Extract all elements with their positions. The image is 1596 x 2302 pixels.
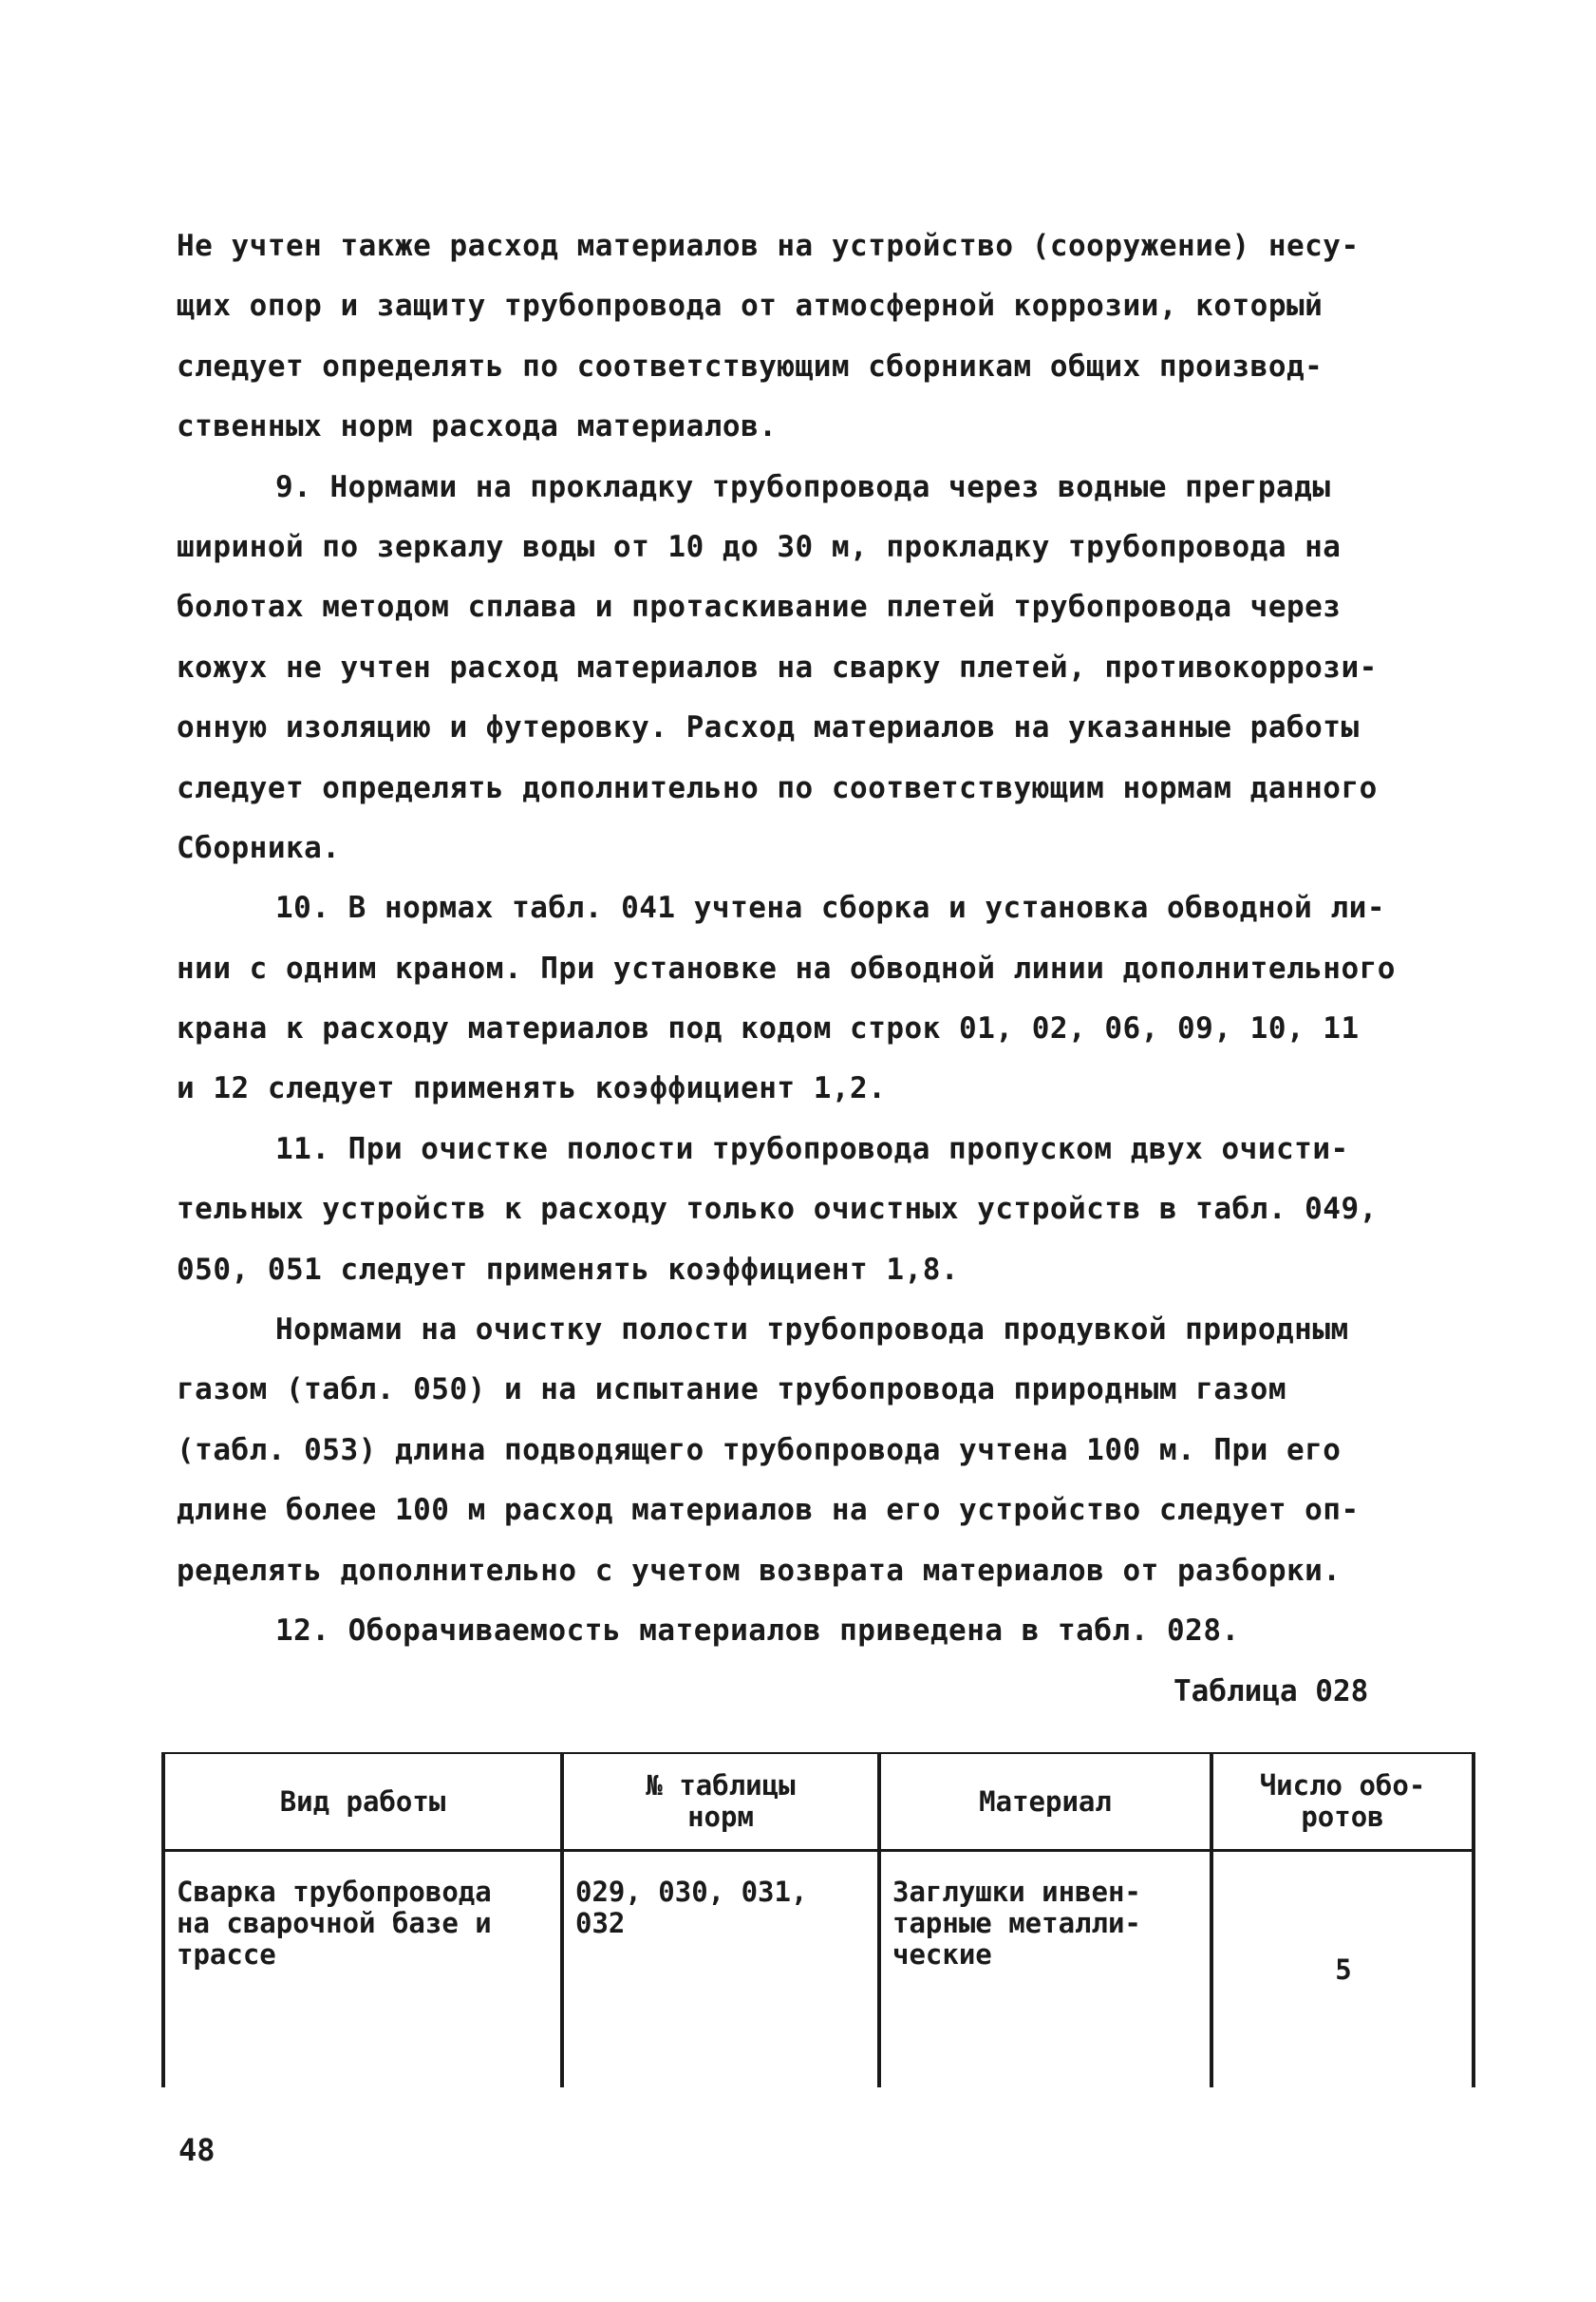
- paragraph-line: ределять дополнительно с учетом возврата материалов от разборки.: [177, 1553, 1342, 1588]
- cell-norm-tables: [562, 1851, 879, 2088]
- paragraph-line: длине более 100 м расход материалов на его устройство следует оп-: [177, 1493, 1360, 1528]
- header-work-type: [163, 1753, 562, 1851]
- cell-material: [879, 1851, 1211, 2088]
- paragraph-line: (табл. 053) длина подводящего трубопровода учтена 100 м. При его: [177, 1432, 1342, 1467]
- paragraph-line: онную изоляцию и футеровку. Расход материалов на указанные работы: [177, 710, 1360, 745]
- paragraph-line: нии с одним краном. При установке на обводной линии дополнительного: [177, 951, 1396, 986]
- paragraph-line: 050, 051 следует применять коэффициент 1,8.: [177, 1252, 960, 1287]
- paragraph-line: Не учтен также расход материалов на устройство (сооружение) несу-: [177, 229, 1360, 263]
- cell-line: тарные металли-: [892, 1907, 1141, 1939]
- paragraph-line: 10. В нормах табл. 041 учтена сборка и установка обводной ли-: [275, 891, 1385, 926]
- header-material: [879, 1753, 1211, 1851]
- paragraph-line: Сборника.: [177, 830, 341, 865]
- paragraph-line: 9. Нормами на прокладку трубопровода через водные преграды: [275, 469, 1331, 504]
- header-turnover-count-line: Число обо-: [1259, 1769, 1426, 1802]
- cell-line: 032: [575, 1907, 626, 1939]
- paragraph-line: следует определять дополнительно по соответствующим нормам данного: [177, 770, 1378, 805]
- table-caption: Таблица 028: [1174, 1674, 1369, 1708]
- paragraph-line: и 12 следует применять коэффициент 1,2.: [177, 1071, 887, 1106]
- header-turnover-count-line: ротов: [1301, 1801, 1384, 1833]
- cell-line: 029, 030, 031,: [575, 1876, 808, 1908]
- paragraph-line: следует определять по соответствующим сборникам общих производ-: [177, 349, 1324, 384]
- header-norm-table-number-line: № таблицы: [646, 1769, 796, 1802]
- paragraph-line: 12. Оборачиваемость материалов приведена в табл. 028.: [275, 1613, 1240, 1648]
- table-row: [163, 1851, 1474, 2088]
- header-norm-table-number: [562, 1753, 879, 1851]
- paragraph-line: болотах методом сплава и протаскивание плетей трубопровода через: [177, 590, 1342, 625]
- paragraph-line: тельных устройств к расходу только очистных устройств в табл. 049,: [177, 1192, 1378, 1227]
- turnover-table: [161, 1752, 1475, 2087]
- header-work-type-line: Вид работы: [279, 1784, 446, 1818]
- cell-line: Заглушки инвен-: [892, 1876, 1141, 1908]
- cell-line: ческие: [892, 1938, 992, 1971]
- header-material-line: Материал: [979, 1784, 1112, 1818]
- paragraph-line: газом (табл. 050) и на испытание трубопровода природным газом: [177, 1372, 1286, 1407]
- paragraph-line: шириной по зеркалу воды от 10 до 30 м, прокладку трубопровода на: [177, 529, 1342, 564]
- paragraph-line: Нормами на очистку полости трубопровода продувкой природным: [275, 1312, 1349, 1348]
- page-number: 48: [178, 2132, 216, 2168]
- header-norm-table-number-line: норм: [687, 1801, 754, 1833]
- cell-line: трассе: [177, 1938, 276, 1971]
- cell-work-type: [163, 1851, 562, 2088]
- cell-turnover-count: 5: [1211, 1851, 1474, 2088]
- paragraph-line: кожух не учтен расход материалов на сварку плетей, противокоррози-: [177, 650, 1378, 685]
- header-turnover-count: [1211, 1753, 1474, 1851]
- cell-line: на сварочной базе и: [177, 1907, 492, 1939]
- body-text: [177, 217, 1468, 1661]
- paragraph-line: ственных норм расхода материалов.: [177, 409, 778, 444]
- paragraph-line: щих опор и защиту трубопровода от атмосферной коррозии, который: [177, 289, 1324, 324]
- cell-line: Сварка трубопровода: [177, 1876, 492, 1908]
- table-header-row: [163, 1753, 1474, 1851]
- paragraph-line: 11. При очистке полости трубопровода пропуском двух очисти-: [275, 1131, 1349, 1166]
- paragraph-line: крана к расходу материалов под кодом строк 01, 02, 06, 09, 10, 11: [177, 1011, 1360, 1047]
